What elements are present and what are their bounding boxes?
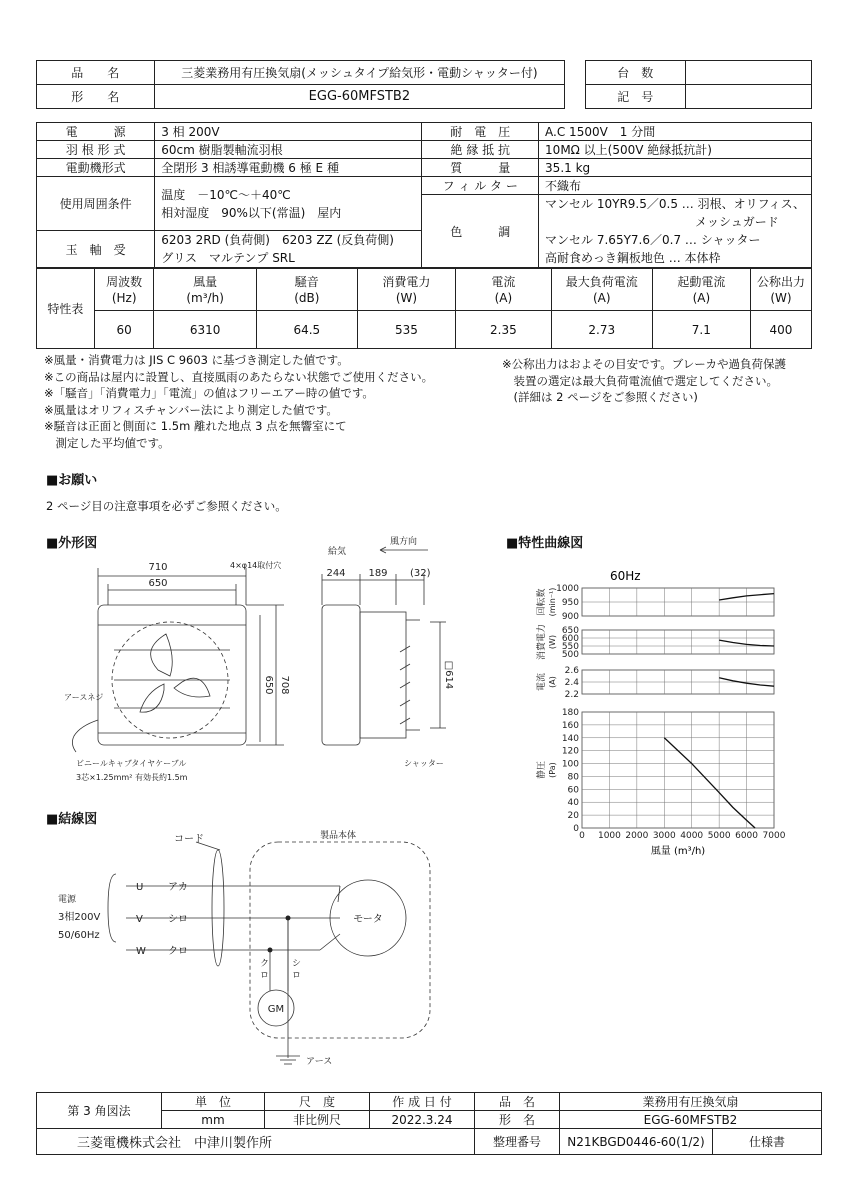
motor-label: 電動機形式 [37,159,155,177]
daisu-value [685,61,811,85]
wire-shiro: シロ [168,914,188,925]
footer-hinmei-label: 品 名 [475,1093,560,1111]
wire-aka: アカ [168,882,188,893]
chart-xtick-label: 4000 [680,831,704,841]
katamei-value: EGG-60MFSTB2 [154,85,565,109]
char-header: 起動電流 (A) [652,269,750,311]
chart-ylabel-unit: (Pa) [548,762,557,778]
chart-ytick-label: 2.4 [564,678,579,688]
chart-ylabel: 消費電力 [537,623,547,661]
char-header: 公称出力 (W) [750,269,811,311]
motor-value: 全閉形 3 相誘導電動機 6 極 E 種 [155,159,422,177]
cord-label: コード [174,834,204,845]
env-humidity: 相対湿度 90%以下(常温) 屋内 [161,205,342,220]
chart-ytick-label: 1000 [556,584,579,594]
notes-left [44,352,433,451]
hane-label: 羽 根 形 式 [37,141,155,159]
terminal-v: V [136,914,143,925]
characteristic-chart [500,560,812,860]
outline-drawing [40,530,480,800]
char-header: 騒音 (dB) [256,269,357,311]
chart-xlabel: 風量 (m³/h) [650,846,706,857]
note-line: 測定した平均値です。 [44,435,170,450]
note-line: 装置の選定は最大負荷電流値で選定してください。 [502,373,778,388]
chart-ytick-label: 950 [561,598,579,608]
chart-ylabel: 電流 [537,672,547,692]
chart-ytick-label: 160 [561,720,579,731]
bearing-label: 玉 軸 受 [37,231,155,268]
shutter-label: シャッター [404,759,444,768]
request-text: 2 ページ目の注意事項を必ずご参照ください。 [46,499,287,513]
outline-title: ■外形図 [46,536,98,551]
seiri-label: 整理番号 [475,1129,560,1155]
chart-ytick-label: 80 [567,772,579,783]
dim-614: □614 [443,660,454,690]
terminal-w: W [136,946,146,957]
power-label-3: 50/60Hz [58,930,100,941]
scale-label: 尺 度 [265,1093,370,1111]
filter-value: 不織布 [539,177,812,195]
chart-panel-frame [582,712,774,828]
wiring-diagram [50,828,470,1078]
wire-kuro: クロ [168,946,188,957]
characteristics-table [36,268,812,349]
footer-katamei-value: EGG-60MFSTB2 [560,1111,822,1129]
unit-value: mm [162,1111,265,1129]
chart-section-title: ■特性曲線図 [506,536,584,551]
kigo-value [685,85,811,109]
chart-xtick-label: 7000 [762,831,786,841]
chart-panel-frame [582,630,774,654]
note-line: ※この商品は屋内に設置し、直接風雨のあたらない状態でご使用ください。 [44,369,434,384]
scale-value: 非比例尺 [265,1111,370,1129]
char-value: 535 [357,311,455,349]
note-line: (詳細は 2 ページをご参照ください) [502,390,698,404]
note-line: ※公称出力はおよその目安です。ブレーカや過負荷保護 [502,357,787,371]
chart-xtick-label: 5000 [707,831,731,841]
chart-ytick-label: 0 [573,824,579,834]
footer-table [36,1092,822,1155]
daisu-label: 台 数 [585,61,685,85]
color-line-2: メッシュガード [695,215,779,229]
char-value: 6310 [154,311,256,349]
mass-value: 35.1 kg [539,159,812,177]
gm-wire-ro: ロ [260,971,270,981]
request-title: ■お願い [46,473,98,488]
supply-label: 給気 [328,547,347,557]
footer-katamei-label: 形 名 [475,1111,560,1129]
chart-xtick-label: 0 [579,831,585,841]
company-name: 三菱電機株式会社 中津川製作所 [37,1129,475,1155]
seiri-value: N21KBGD0446-60(1/2) [560,1129,713,1155]
color-line-3: マンセル 7.65Y7.6／0.7 … シャッター [545,233,761,247]
chart-ytick-label: 2.6 [564,666,579,676]
date-value: 2022.3.24 [370,1111,475,1129]
chart-series-line [664,738,755,828]
chart-ytick-label: 600 [561,634,579,644]
motor-label: モータ [353,914,383,925]
chart-xtick-label: 2000 [625,831,649,841]
char-value: 400 [750,311,811,349]
char-header: 風量 (m³/h) [154,269,256,311]
env-label: 使用周囲条件 [37,177,155,231]
char-value: 64.5 [256,311,357,349]
char-value: 7.1 [652,311,750,349]
chart-ytick-label: 140 [561,733,579,744]
shutter-box [360,612,406,738]
dim-650h: 650 [263,675,274,695]
dim-32: (32) [410,568,431,579]
chart-ytick-label: 2.2 [564,690,579,700]
chart-xtick-label: 1000 [597,831,621,841]
dengen-label: 電 源 [37,123,155,141]
unit-label: 単 位 [162,1093,265,1111]
dim-710: 710 [148,562,168,573]
zetsuen-value: 10MΩ 以上(500V 絶縁抵抗計) [539,141,812,159]
chart-ylabel: 回転数 [537,588,547,616]
dim-708: 708 [279,675,290,695]
note-line: ※騒音は正面と側面に 1.5m 離れた地点 3 点を無響室にて [44,419,347,433]
chart-ytick-label: 40 [567,798,579,809]
chart-ytick-label: 120 [561,746,579,757]
chart-ylabel: 静圧 [537,760,547,780]
chart-title: 60Hz [610,569,641,583]
projection: 第 3 角図法 [37,1093,162,1129]
chart-ylabel-unit: (min⁻¹) [548,587,557,617]
side-view-body [322,605,360,745]
bearing-value [155,231,422,268]
body-label: 製品本体 [320,831,357,841]
gm-wire-ro2: ロ [292,971,302,981]
hole-label: 4×φ14取付穴 [230,561,282,570]
mass-label: 質 量 [422,159,539,177]
power-label-1: 電源 [58,895,77,905]
hinmei-value: 三菱業務用有圧換気扇(メッシュタイプ給気形・電動シャッター付) [154,61,565,85]
doc-type: 仕様書 [713,1129,822,1155]
chart-xtick-label: 3000 [652,831,676,841]
taiden-value: A.C 1500V 1 分間 [539,123,812,141]
bearing-line-1: 6203 2RD (負荷側) 6203 ZZ (反負荷側) [161,233,394,247]
chart-ytick-label: 60 [567,785,579,796]
chart-ytick-label: 550 [561,642,579,652]
char-header: 消費電力 (W) [357,269,455,311]
env-temp: 温度 －10℃～＋40℃ [161,187,291,202]
wind-dir-label: 風方向 [390,537,418,547]
note-line: ※「騒音」「消費電力」「電流」の値はフリーエアー時の値です。 [44,386,374,400]
dim-650w: 650 [148,578,168,589]
chart-ytick-label: 20 [567,811,579,822]
chart-ytick-label: 500 [561,650,579,660]
chart-ylabel-unit: (A) [548,676,557,688]
cable-label-1: ビニールキャブタイヤケーブル [76,759,187,768]
katamei-label: 形 名 [37,85,155,109]
note-line: ※風量・消費電力は JIS C 9603 に基づき測定した値です。 [44,353,349,367]
chart-ytick-label: 650 [561,626,579,636]
chart-ylabel-unit: (W) [548,634,557,650]
gm-label: GM [267,1004,285,1015]
hane-value: 60cm 樹脂製軸流羽根 [155,141,422,159]
front-view-body [98,605,246,745]
hinmei-label: 品 名 [37,61,155,85]
zetsuen-label: 絶 縁 抵 抗 [422,141,539,159]
dengen-value: 3 相 200V [155,123,422,141]
dim-244: 244 [326,568,346,579]
char-value: 2.35 [456,311,552,349]
taiden-label: 耐 電 圧 [422,123,539,141]
char-header: 最大負荷電流 (A) [551,269,652,311]
notes-right [502,356,786,406]
wiring-title: ■結線図 [46,812,98,827]
char-header: 電流 (A) [456,269,552,311]
power-label-2: 3相200V [58,912,101,923]
dim-189: 189 [368,568,388,579]
earth-label: アース [306,1057,333,1067]
chart-ytick-label: 180 [561,708,579,718]
header-table [36,60,812,109]
color-label: 色 調 [422,195,539,268]
color-value [539,195,812,268]
note-line: ※風量はオリフィスチャンバー法により測定した値です。 [44,402,338,417]
date-label: 作 成 日 付 [370,1093,475,1111]
gm-wire-ku: ク [260,959,270,969]
char-header: 周波数 (Hz) [94,269,154,311]
char-row-label: 特性表 [37,269,95,349]
chart-ytick-label: 900 [561,612,579,622]
color-line-4: 高耐食めっき鋼板地色 … 本体枠 [545,251,721,265]
spec-table [36,122,812,268]
footer-hinmei-value: 業務用有圧換気扇 [560,1093,822,1111]
color-line-1: マンセル 10YR9.5／0.5 … 羽根、オリフィス、 [545,197,805,211]
terminal-u: U [136,882,144,893]
chart-ytick-label: 100 [561,759,579,770]
env-value [155,177,422,231]
chart-xtick-label: 6000 [735,831,759,841]
kigo-label: 記 号 [585,85,685,109]
char-value: 2.73 [551,311,652,349]
cable-label-2: 3芯×1.25mm² 有効長約1.5m [76,773,188,782]
char-value: 60 [94,311,154,349]
gm-wire-shi: シ [292,959,302,969]
bearing-line-2: グリス マルテンプ SRL [161,251,295,265]
earth-screw-label: アースネジ [64,693,104,702]
filter-label: フ ィ ル タ ー [422,177,539,195]
